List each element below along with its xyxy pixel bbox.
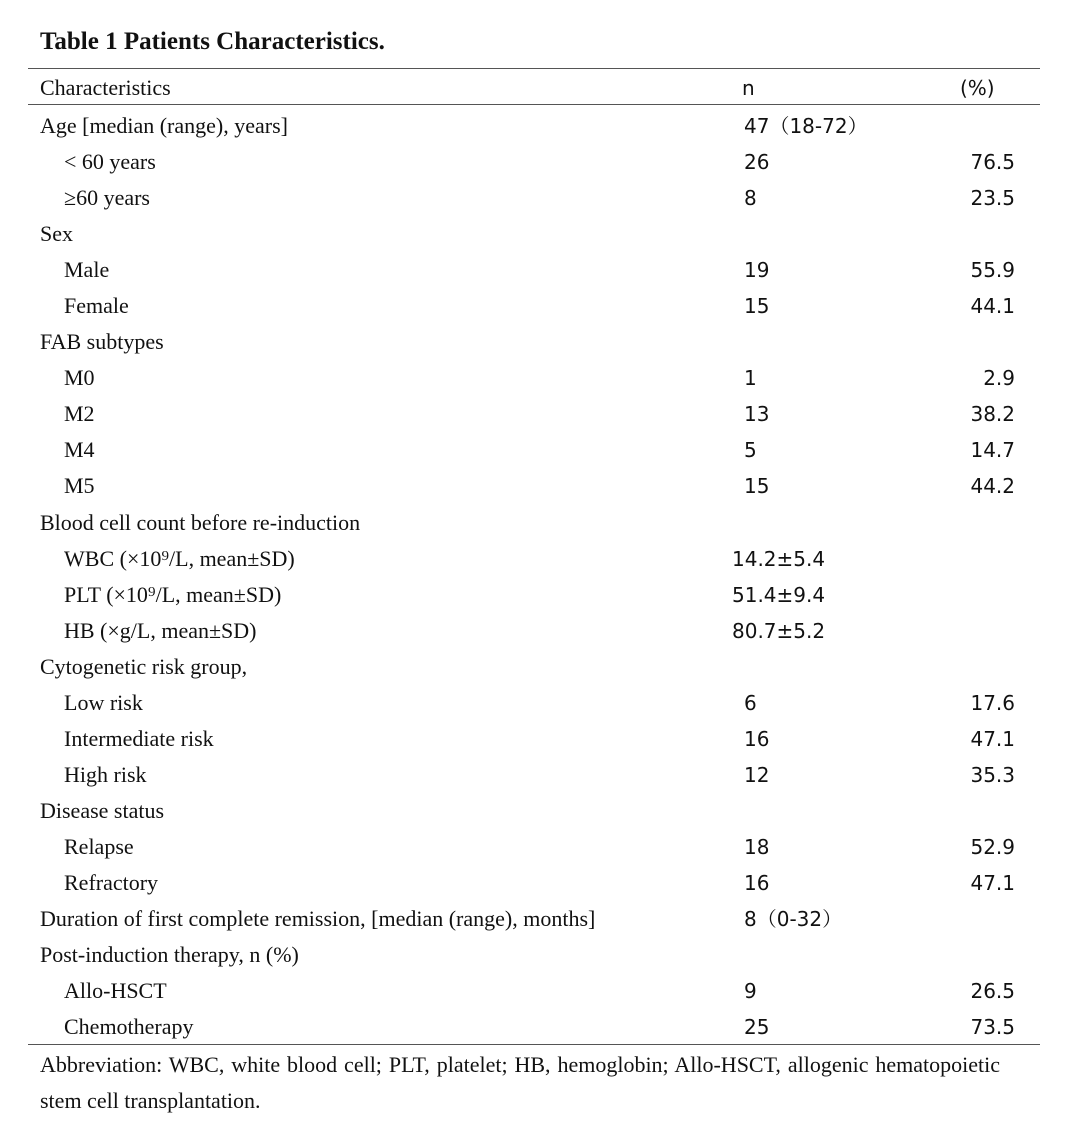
row-label: M5 [64, 473, 95, 498]
row-label: Duration of first complete remission, [median (range), months] [40, 906, 596, 931]
table-footnote: Abbreviation: WBC, white blood cell; PLT, platelet; HB, hemoglobin; Allo-HSCT, allogenic hematopoietic stem cell transplantation. [40, 1052, 1000, 1113]
table-row [0, 468, 1080, 504]
row-n: 5 [744, 438, 757, 462]
row-label: Age [median (range), years] [40, 113, 288, 138]
table-row [0, 144, 1080, 180]
row-label: Intermediate risk [64, 726, 214, 751]
row-label: < 60 years [64, 149, 156, 174]
row-n: 14.2±5.4 [732, 547, 826, 571]
row-n: 6 [744, 691, 757, 715]
row-label: Blood cell count before re-induction [40, 510, 361, 535]
row-n: 13 [744, 402, 770, 426]
header-characteristics: Characteristics [40, 75, 171, 100]
row-label: WBC (×10⁹/L, mean±SD) [64, 546, 295, 571]
row-n: 19 [744, 258, 770, 282]
table-row [0, 432, 1080, 468]
row-label: Post-induction therapy, n (%) [40, 942, 299, 967]
row-n: 80.7±5.2 [732, 619, 826, 643]
table-row [0, 865, 1080, 901]
row-n: 9 [744, 979, 757, 1003]
bottom-rule [28, 1044, 1040, 1045]
row-label: M0 [64, 365, 95, 390]
row-label: Cytogenetic risk group, [40, 654, 248, 679]
header-rule [28, 104, 1040, 105]
row-percent: 73.5 [970, 1015, 1015, 1039]
row-percent: 17.6 [970, 691, 1015, 715]
table-row [0, 937, 1080, 973]
table-row [0, 973, 1080, 1009]
row-percent: 35.3 [970, 763, 1015, 787]
table-row [0, 180, 1080, 216]
row-n: 26 [744, 150, 770, 174]
table-row [0, 901, 1080, 937]
row-label: M2 [64, 401, 95, 426]
table-row [0, 757, 1080, 793]
row-label: Female [64, 293, 129, 318]
table-row [0, 360, 1080, 396]
row-percent: 23.5 [970, 186, 1015, 210]
row-label: ≥60 years [64, 185, 150, 210]
row-label: HB (×g/L, mean±SD) [64, 618, 257, 643]
row-n: 15 [744, 294, 770, 318]
table-row [0, 577, 1080, 613]
table-header-row [0, 70, 1080, 106]
header-n: n [742, 76, 755, 100]
row-label: Sex [40, 221, 73, 246]
table-row [0, 252, 1080, 288]
table-row [0, 829, 1080, 865]
row-percent: 47.1 [970, 727, 1015, 751]
row-label: Relapse [64, 834, 134, 859]
top-rule [28, 68, 1040, 69]
row-percent: 2.9 [983, 366, 1015, 390]
row-label: Chemotherapy [64, 1014, 194, 1039]
table-title: Table 1 Patients Characteristics. [40, 28, 385, 55]
table-row [0, 396, 1080, 432]
row-label: Allo-HSCT [64, 978, 167, 1003]
row-n: 8（0-32） [744, 907, 843, 931]
row-n: 12 [744, 763, 770, 787]
row-label: M4 [64, 437, 95, 462]
row-percent: 26.5 [970, 979, 1015, 1003]
row-label: Disease status [40, 798, 165, 823]
row-percent: 47.1 [970, 871, 1015, 895]
table-row [0, 793, 1080, 829]
row-label: Refractory [64, 870, 159, 895]
row-n: 47（18-72） [744, 114, 868, 138]
table-row [0, 216, 1080, 252]
table-row [0, 685, 1080, 721]
row-n: 1 [744, 366, 757, 390]
row-percent: 76.5 [970, 150, 1015, 174]
row-percent: 38.2 [970, 402, 1015, 426]
row-n: 18 [744, 835, 770, 859]
row-n: 16 [744, 871, 770, 895]
row-percent: 55.9 [970, 258, 1015, 282]
table-row [0, 1009, 1080, 1045]
table-row [0, 649, 1080, 685]
row-n: 8 [744, 186, 757, 210]
row-n: 15 [744, 474, 770, 498]
row-label: Male [64, 257, 110, 282]
row-label: PLT (×10⁹/L, mean±SD) [64, 582, 282, 607]
table-row [0, 324, 1080, 360]
table-row [0, 613, 1080, 649]
table-row [0, 721, 1080, 757]
header-percent: (%) [960, 76, 995, 100]
row-percent: 14.7 [970, 438, 1015, 462]
table-row [0, 505, 1080, 541]
row-n: 51.4±9.4 [732, 583, 826, 607]
row-label: Low risk [64, 690, 143, 715]
row-n: 25 [744, 1015, 770, 1039]
row-percent: 44.1 [970, 294, 1015, 318]
table-row [0, 288, 1080, 324]
row-percent: 44.2 [970, 474, 1015, 498]
table-row [0, 541, 1080, 577]
row-n: 16 [744, 727, 770, 751]
row-percent: 52.9 [970, 835, 1015, 859]
row-label: High risk [64, 762, 147, 787]
table-row [0, 108, 1080, 144]
row-label: FAB subtypes [40, 329, 164, 354]
